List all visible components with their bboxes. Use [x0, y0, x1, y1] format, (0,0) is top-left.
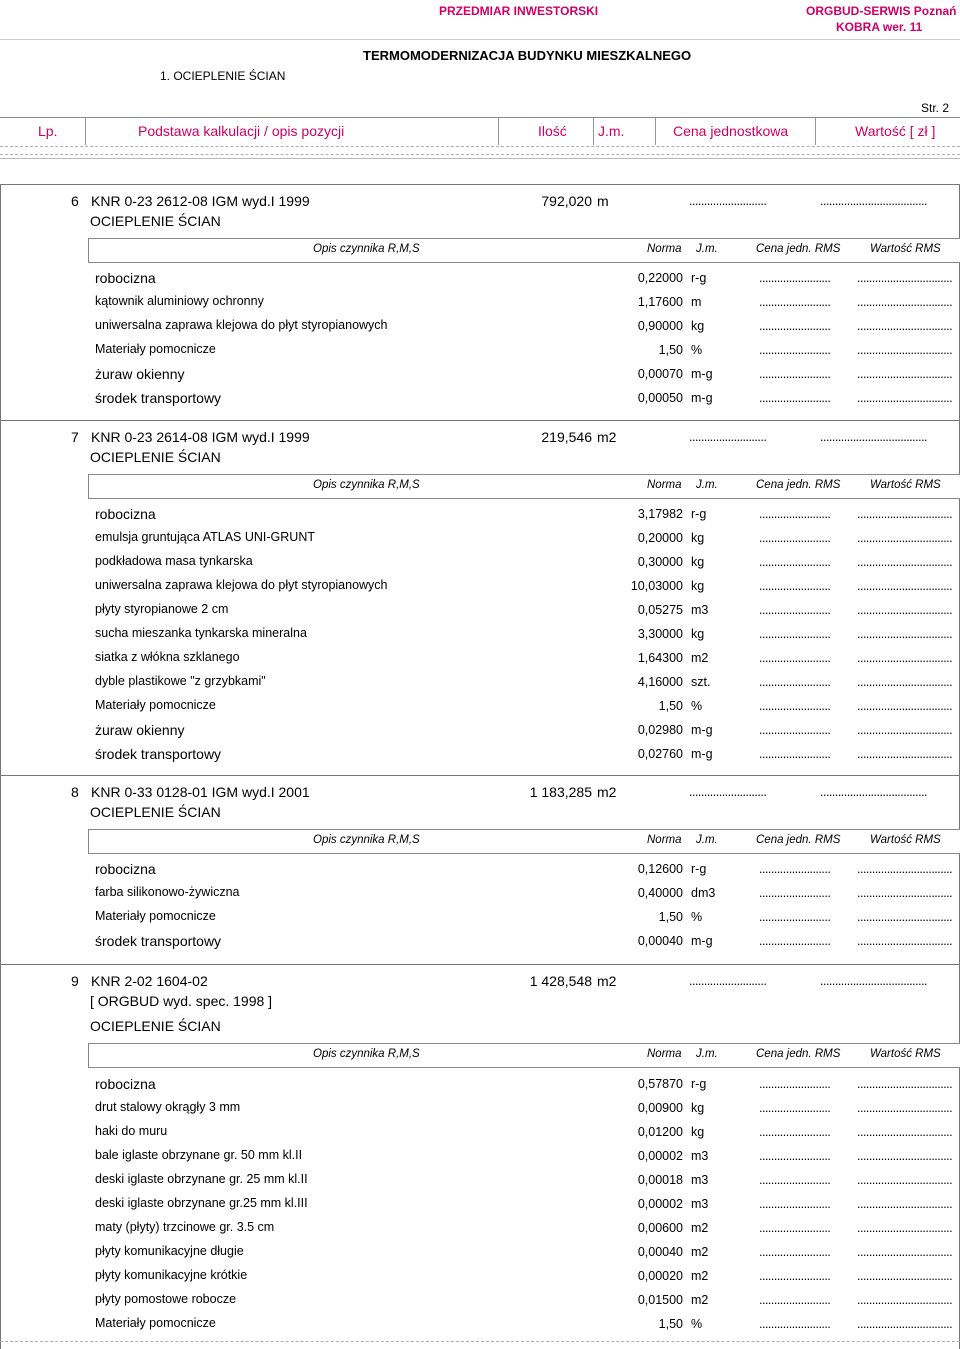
- rms-row-value: ................................: [857, 1245, 953, 1259]
- rms-row-desc: płyty styropianowe 2 cm: [95, 602, 229, 616]
- rms-row-value: ................................: [857, 295, 953, 309]
- rms-row-unit: %: [691, 910, 703, 924]
- item-value: ....................................: [820, 430, 928, 444]
- rms-row-norm: 0,00002: [637, 1197, 683, 1211]
- rms-row-value: ................................: [857, 627, 953, 641]
- col-unit-price: Cena jednostkowa: [673, 123, 789, 139]
- rms-row-norm: 0,00050: [637, 391, 683, 405]
- rms-row-unit: m2: [691, 1245, 709, 1259]
- rms-row-desc: żuraw okienny: [95, 366, 185, 382]
- rms-row-unit: dm3: [691, 886, 716, 900]
- rms-col-desc: Opis czynnika R,M,S: [313, 1048, 420, 1060]
- rms-row-price: ........................: [759, 555, 831, 569]
- rms-row-price: ........................: [759, 295, 831, 309]
- rms-row-value: ................................: [857, 675, 953, 689]
- rms-col-value: Wartość RMS: [870, 834, 941, 846]
- rms-header: [88, 474, 960, 499]
- item-basis: KNR 2-02 1604-02: [91, 973, 208, 989]
- rms-row-price: ........................: [759, 603, 831, 617]
- rms-row-price: ........................: [759, 391, 831, 405]
- rms-header: [88, 829, 960, 854]
- rms-row-desc: Materiały pomocnicze: [95, 1316, 216, 1330]
- rms-row-norm: 0,00002: [637, 1149, 683, 1163]
- rms-row-desc: płyty pomostowe robocze: [95, 1292, 237, 1306]
- rms-row-desc: kątownik aluminiowy ochronny: [95, 294, 264, 308]
- rms-row-value: ................................: [857, 862, 953, 876]
- rms-row-desc: robocizna: [95, 861, 156, 877]
- rms-row-price: ........................: [759, 651, 831, 665]
- rms-row-value: ................................: [857, 934, 953, 948]
- rms-row-unit: r-g: [691, 271, 707, 285]
- rms-row-norm: 0,00040: [637, 1245, 683, 1259]
- rms-row-price: ........................: [759, 1245, 831, 1259]
- rms-row-desc: robocizna: [95, 270, 156, 286]
- rms-row-norm: 0,40000: [637, 886, 683, 900]
- rms-row-desc: farba silikonowo-żywiczna: [95, 885, 240, 899]
- col-basis: Podstawa kalkulacji / opis pozycji: [138, 123, 345, 139]
- item-title: OCIEPLENIE ŚCIAN: [90, 213, 221, 229]
- rms-row-desc: robocizna: [95, 1076, 156, 1092]
- rms-row-value: ................................: [857, 1221, 953, 1235]
- rms-row-norm: 0,00070: [637, 367, 683, 381]
- item-unit: m: [597, 193, 609, 209]
- col-lp: Lp.: [38, 123, 58, 139]
- rms-row-unit: m2: [691, 1269, 709, 1283]
- rms-row-value: ................................: [857, 391, 953, 405]
- rms-row-norm: 4,16000: [637, 675, 683, 689]
- rms-row-desc: haki do muru: [95, 1124, 168, 1138]
- rms-row-norm: 0,22000: [637, 271, 683, 285]
- rms-row-desc: emulsja gruntująca ATLAS UNI-GRUNT: [95, 530, 315, 544]
- rms-row-norm: 3,30000: [637, 627, 683, 641]
- rms-row-value: ................................: [857, 910, 953, 924]
- rms-row-value: ................................: [857, 1149, 953, 1163]
- rms-row-price: ........................: [759, 699, 831, 713]
- rms-row-norm: 1,17600: [637, 295, 683, 309]
- rms-row-price: ........................: [759, 723, 831, 737]
- rms-row-unit: m-g: [691, 391, 713, 405]
- rms-row-desc: dyble plastikowe "z grzybkami": [95, 674, 266, 688]
- rms-row-unit: m3: [691, 1197, 709, 1211]
- rms-row-norm: 1,50: [658, 910, 683, 924]
- item-unit: m2: [597, 429, 617, 445]
- rms-col-unit: J.m.: [696, 1048, 718, 1060]
- rms-row-unit: m-g: [691, 934, 713, 948]
- rms-row-unit: m2: [691, 1293, 709, 1307]
- rms-header: [88, 238, 960, 263]
- item-quantity: 792,020: [541, 193, 592, 209]
- rms-row-price: ........................: [759, 1293, 831, 1307]
- rms-col-desc: Opis czynnika R,M,S: [313, 243, 420, 255]
- rms-row-price: ........................: [759, 1197, 831, 1211]
- rms-row-unit: m-g: [691, 367, 713, 381]
- rms-row-price: ........................: [759, 675, 831, 689]
- item-quantity: 1 428,548: [529, 973, 592, 989]
- rms-row-norm: 0,01500: [637, 1293, 683, 1307]
- rms-col-unit: J.m.: [696, 243, 718, 255]
- rms-row-value: ................................: [857, 531, 953, 545]
- rms-row-unit: kg: [691, 579, 705, 593]
- rms-row-price: ........................: [759, 343, 831, 357]
- rms-header: [88, 1043, 960, 1068]
- rms-row-value: ................................: [857, 1125, 953, 1139]
- rms-row-norm: 1,64300: [637, 651, 683, 665]
- rms-row-desc: Materiały pomocnicze: [95, 909, 216, 923]
- rms-row-norm: 0,20000: [637, 531, 683, 545]
- item-number: 7: [71, 429, 79, 445]
- rms-row-desc: płyty komunikacyjne długie: [95, 1244, 244, 1258]
- rms-row-desc: środek transportowy: [95, 746, 222, 762]
- item-title: OCIEPLENIE ŚCIAN: [90, 449, 221, 465]
- rms-row-norm: 0,05275: [637, 603, 683, 617]
- item-title: OCIEPLENIE ŚCIAN: [90, 804, 221, 820]
- rms-row-price: ........................: [759, 1125, 831, 1139]
- rms-col-norm: Norma: [647, 243, 682, 255]
- rms-row-value: ................................: [857, 1077, 953, 1091]
- rms-row-value: ................................: [857, 603, 953, 617]
- rms-row-value: ................................: [857, 651, 953, 665]
- rms-row-norm: 0,02760: [637, 747, 683, 761]
- document-type: PRZEDMIAR INWESTORSKI: [439, 4, 599, 18]
- rms-row-norm: 0,02980: [637, 723, 683, 737]
- software-version: KOBRA wer. 11: [836, 20, 923, 34]
- rms-row-norm: 10,03000: [630, 579, 683, 593]
- rms-row-unit: szt.: [691, 675, 711, 689]
- rms-row-desc: bale iglaste obrzynane gr. 50 mm kl.II: [95, 1148, 303, 1162]
- rms-row-price: ........................: [759, 934, 831, 948]
- item-value: ....................................: [820, 194, 928, 208]
- rms-col-desc: Opis czynnika R,M,S: [313, 834, 420, 846]
- rms-row-price: ........................: [759, 1317, 831, 1331]
- rms-col-price: Cena jedn. RMS: [756, 834, 841, 846]
- rms-row-desc: deski iglaste obrzynane gr. 25 mm kl.II: [95, 1172, 308, 1186]
- rms-row-unit: m2: [691, 1221, 709, 1235]
- rms-col-price: Cena jedn. RMS: [756, 479, 841, 491]
- rms-row-norm: 3,17982: [637, 507, 683, 521]
- rms-row-norm: 0,12600: [637, 862, 683, 876]
- rms-col-norm: Norma: [647, 479, 682, 491]
- header-divider: [0, 39, 960, 40]
- rms-row-price: ........................: [759, 271, 831, 285]
- rms-row-value: ................................: [857, 886, 953, 900]
- item-unit-price: ..........................: [689, 974, 767, 988]
- item-unit: m2: [597, 784, 617, 800]
- rms-row-price: ........................: [759, 579, 831, 593]
- rms-row-unit: %: [691, 1317, 703, 1331]
- rms-row-price: ........................: [759, 367, 831, 381]
- rms-row-unit: %: [691, 699, 703, 713]
- rms-row-value: ................................: [857, 1269, 953, 1283]
- rms-row-value: ................................: [857, 507, 953, 521]
- rms-row-desc: maty (płyty) trzcinowe gr. 3.5 cm: [95, 1220, 275, 1234]
- rms-row-value: ................................: [857, 1101, 953, 1115]
- rms-row-unit: kg: [691, 531, 705, 545]
- rms-row-unit: kg: [691, 1125, 705, 1139]
- company-name: ORGBUD-SERWIS Poznań: [806, 4, 957, 18]
- item-unit-price: ..........................: [689, 194, 767, 208]
- rms-row-desc: uniwersalna zaprawa klejowa do płyt styropianowych: [95, 578, 388, 592]
- rms-row-value: ................................: [857, 747, 953, 761]
- rms-row-value: ................................: [857, 1317, 953, 1331]
- rms-row-desc: uniwersalna zaprawa klejowa do płyt styropianowych: [95, 318, 388, 332]
- item-unit-price: ..........................: [689, 430, 767, 444]
- rms-row-price: ........................: [759, 507, 831, 521]
- item-number: 8: [71, 784, 79, 800]
- section-title: 1. OCIEPLENIE ŚCIAN: [160, 69, 286, 83]
- rms-row-unit: m3: [691, 603, 709, 617]
- rms-row-unit: kg: [691, 627, 705, 641]
- page-number: Str. 2: [921, 101, 950, 115]
- rms-row-value: ................................: [857, 319, 953, 333]
- rms-row-norm: 0,00600: [637, 1221, 683, 1235]
- rms-row-value: ................................: [857, 579, 953, 593]
- col-value: Wartość [ zł ]: [855, 123, 936, 139]
- rms-row-unit: kg: [691, 319, 705, 333]
- rms-row-value: ................................: [857, 723, 953, 737]
- rms-col-norm: Norma: [647, 1048, 682, 1060]
- rms-row-value: ................................: [857, 367, 953, 381]
- item-number: 6: [71, 193, 79, 209]
- rms-row-unit: r-g: [691, 1077, 707, 1091]
- rms-row-unit: %: [691, 343, 703, 357]
- rms-col-desc: Opis czynnika R,M,S: [313, 479, 420, 491]
- rms-row-value: ................................: [857, 1197, 953, 1211]
- rms-row-price: ........................: [759, 1269, 831, 1283]
- rms-row-desc: drut stalowy okrągły 3 mm: [95, 1100, 241, 1114]
- col-unit: J.m.: [598, 123, 625, 139]
- item-title: OCIEPLENIE ŚCIAN: [90, 1018, 221, 1034]
- rms-row-value: ................................: [857, 271, 953, 285]
- rms-row-norm: 0,30000: [637, 555, 683, 569]
- rms-row-price: ........................: [759, 319, 831, 333]
- rms-col-price: Cena jedn. RMS: [756, 243, 841, 255]
- rms-row-norm: 1,50: [658, 1317, 683, 1331]
- rms-row-desc: środek transportowy: [95, 390, 222, 406]
- rms-col-value: Wartość RMS: [870, 1048, 941, 1060]
- rms-row-norm: 1,50: [658, 699, 683, 713]
- rms-col-value: Wartość RMS: [870, 243, 941, 255]
- rms-row-value: ................................: [857, 555, 953, 569]
- rms-row-unit: m3: [691, 1149, 709, 1163]
- rms-row-desc: podkładowa masa tynkarska: [95, 554, 253, 568]
- rms-col-value: Wartość RMS: [870, 479, 941, 491]
- item-value: ....................................: [820, 974, 928, 988]
- rms-row-norm: 0,00040: [637, 934, 683, 948]
- item-number: 9: [71, 973, 79, 989]
- rms-row-desc: siatka z włókna szklanego: [95, 650, 240, 664]
- rms-row-price: ........................: [759, 1101, 831, 1115]
- rms-col-unit: J.m.: [696, 834, 718, 846]
- rms-row-unit: m3: [691, 1173, 709, 1187]
- item-basis: KNR 0-23 2612-08 IGM wyd.I 1999: [91, 193, 310, 209]
- rms-row-norm: 1,50: [658, 343, 683, 357]
- rms-row-norm: 0,90000: [637, 319, 683, 333]
- rms-row-norm: 0,57870: [637, 1077, 683, 1091]
- rms-row-value: ................................: [857, 1173, 953, 1187]
- rms-row-price: ........................: [759, 1149, 831, 1163]
- rms-row-unit: kg: [691, 555, 705, 569]
- project-title: TERMOMODERNIZACJA BUDYNKU MIESZKALNEGO: [363, 48, 692, 63]
- rms-row-norm: 0,01200: [637, 1125, 683, 1139]
- rms-row-price: ........................: [759, 531, 831, 545]
- rms-row-norm: 0,00900: [637, 1101, 683, 1115]
- rms-row-price: ........................: [759, 862, 831, 876]
- rms-row-unit: m: [691, 295, 702, 309]
- rms-row-price: ........................: [759, 1077, 831, 1091]
- rms-row-desc: deski iglaste obrzynane gr.25 mm kl.III: [95, 1196, 308, 1210]
- rms-row-price: ........................: [759, 627, 831, 641]
- item-unit: m2: [597, 973, 617, 989]
- rms-row-desc: Materiały pomocnicze: [95, 698, 216, 712]
- rms-col-unit: J.m.: [696, 479, 718, 491]
- rms-row-price: ........................: [759, 1173, 831, 1187]
- rms-row-desc: środek transportowy: [95, 933, 222, 949]
- rms-row-desc: sucha mieszanka tynkarska mineralna: [95, 626, 307, 640]
- rms-row-unit: r-g: [691, 507, 707, 521]
- rms-row-value: ................................: [857, 343, 953, 357]
- rms-row-unit: m-g: [691, 747, 713, 761]
- rms-row-desc: robocizna: [95, 506, 156, 522]
- rms-row-norm: 0,00020: [637, 1269, 683, 1283]
- rms-row-desc: płyty komunikacyjne krótkie: [95, 1268, 248, 1282]
- item-basis-extra: [ ORGBUD wyd. spec. 1998 ]: [90, 993, 273, 1009]
- rms-col-price: Cena jedn. RMS: [756, 1048, 841, 1060]
- rms-row-price: ........................: [759, 1221, 831, 1235]
- rms-row-norm: 0,00018: [637, 1173, 683, 1187]
- item-quantity: 1 183,285: [529, 784, 592, 800]
- rms-row-unit: r-g: [691, 862, 707, 876]
- rms-row-unit: kg: [691, 1101, 705, 1115]
- rms-row-value: ................................: [857, 1293, 953, 1307]
- col-qty: Ilość: [538, 123, 567, 139]
- rms-row-value: ................................: [857, 699, 953, 713]
- item-quantity: 219,546: [541, 429, 592, 445]
- rms-row-unit: m-g: [691, 723, 713, 737]
- item-basis: KNR 0-23 2614-08 IGM wyd.I 1999: [91, 429, 310, 445]
- item-unit-price: ..........................: [689, 785, 767, 799]
- rms-row-price: ........................: [759, 886, 831, 900]
- item-value: ....................................: [820, 785, 928, 799]
- item-basis: KNR 0-33 0128-01 IGM wyd.I 2001: [91, 784, 310, 800]
- rms-row-price: ........................: [759, 910, 831, 924]
- rms-col-norm: Norma: [647, 834, 682, 846]
- rms-row-unit: m2: [691, 651, 709, 665]
- rms-row-price: ........................: [759, 747, 831, 761]
- rms-row-desc: żuraw okienny: [95, 722, 185, 738]
- rms-row-desc: Materiały pomocnicze: [95, 342, 216, 356]
